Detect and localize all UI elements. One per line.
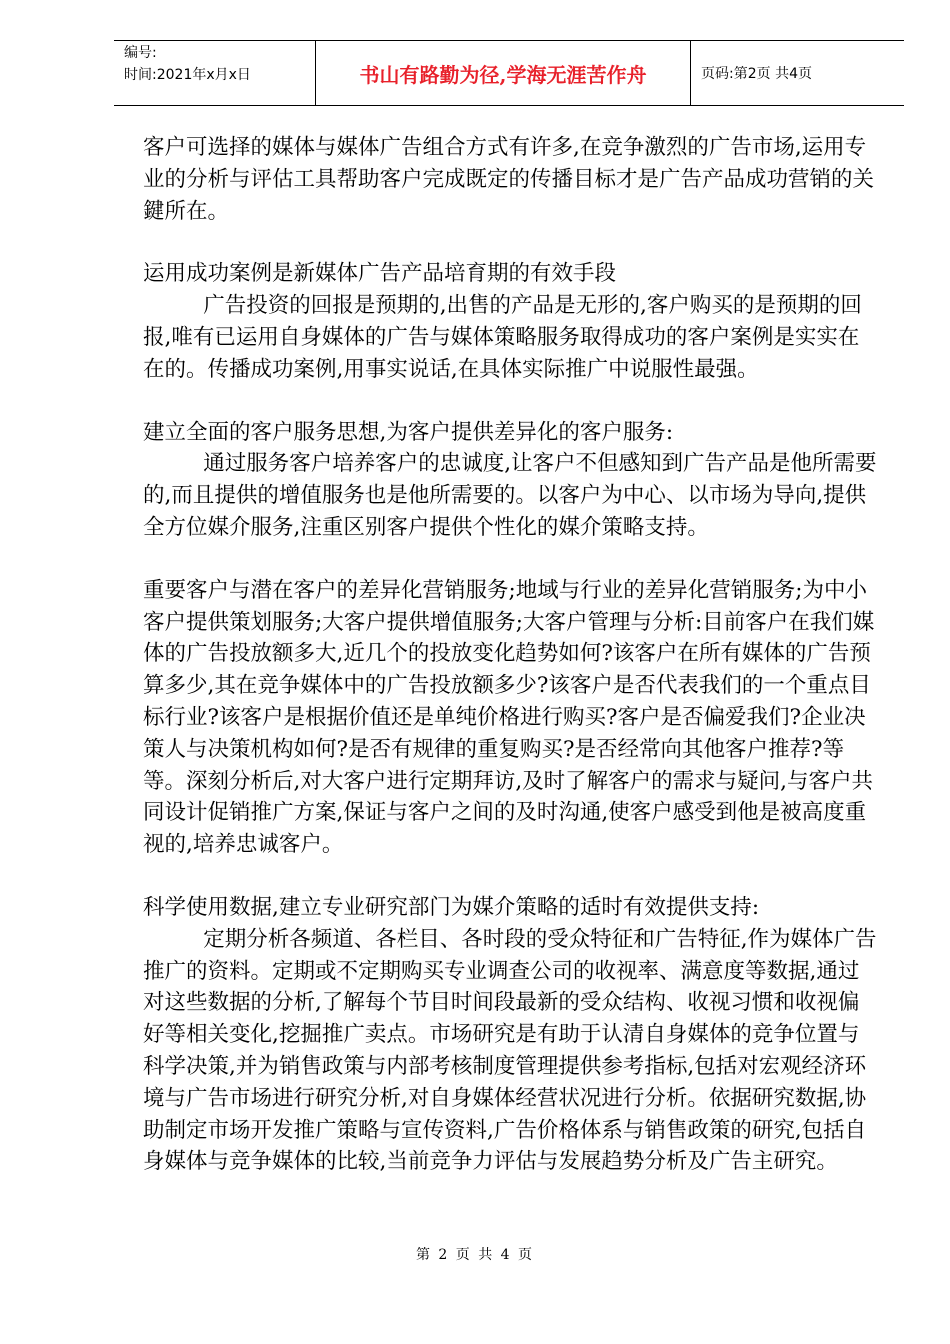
paragraph-key-accounts: 重要客户与潜在客户的差异化营销服务;地域与行业的差异化营销服务;为中小客户提供策划服务;大客户提供增值服务;大客户管理与分析:目前客户在我们媒体的广告投放额多大,近几个的投放变化趋势如何?该客户在所有媒体的广告预算多少,其在竞争媒体中的广告投放额多少?该客户是否代表我们的一个重点目标行业?该客户是根据价值还是单纯价格进行购买?客户是否偏爱我们?企业决策人与决策机构如何?是否有规律的重复购买?是否经常向其他客户推荐?等等。深刻分析后,对大客户进行定期拜访,及时了解客户的需求与疑问,与客户共同设计促销推广方案,保证与客户之间的及时沟通,使客户感受到他是被高度重视的,培养忠诚客户。 xyxy=(143,577,875,858)
section-heading-case-studies: 运用成功案例是新媒体广告产品培育期的有效手段 xyxy=(143,261,617,287)
section-heading-data-research: 科学使用数据,建立专业研究部门为媒介策略的适时有效提供支持: xyxy=(143,894,760,920)
document-time-label: 时间:2021年x月x日 xyxy=(124,67,251,83)
header-motto: 书山有路勤为径,学海无涯苦作舟 xyxy=(316,41,691,105)
page-footer: 第 2 页 共 4 页 xyxy=(415,1247,535,1263)
page-header xyxy=(114,40,904,106)
paragraph-data-research: 定期分析各频道、各栏目、各时段的受众特征和广告特征,作为媒体广告推广的资料。定期或不定期购买专业调查公司的收视率、满意度等数据,通过对这些数据的分析,了解每个节目时间段最新的受众结构、收视习惯和收视偏好等相关变化,挖掘推广卖点。市场研究是有助于认清自身媒体的竞争位置与科学决策,并为销售政策与内部考核制度管理提供参考指标,包括对宏观经济环境与广告市场进行研究分析,对自身媒体经营状况进行分析。依据研究数据,协助制定市场开发推广策略与宣传资料,广告价格体系与销售政策的研究,包括自身媒体与竞争媒体的比较,当前竞争力评估与发展趋势分析及广告主研究。 xyxy=(143,926,877,1175)
header-meta xyxy=(114,41,316,105)
section-heading-customer-service: 建立全面的客户服务思想,为客户提供差异化的客户服务: xyxy=(143,419,674,445)
paragraph-intro: 客户可选择的媒体与媒体广告组合方式有许多,在竞争激烈的广告市场,运用专业的分析与评估工具帮助客户完成既定的传播目标才是广告产品成功营销的关鍵所在。 xyxy=(143,135,875,224)
paragraph-case-studies: 广告投资的回报是预期的,出售的产品是无形的,客户购买的是预期的回报,唯有已运用自身媒体的广告与媒体策略服务取得成功的客户案例是实实在在的。传播成功案例,用事实说话,在具体实际推广中说服性最强。 xyxy=(143,293,862,382)
paragraph-customer-service: 通过服务客户培养客户的忠诚度,让客户不但感知到广告产品是他所需要的,而且提供的增值服务也是他所需要的。以客户为中心、以市场为导向,提供全方位媒介服务,注重区别客户提供个性化的媒介策略支持。 xyxy=(143,451,877,540)
document-body xyxy=(143,132,878,1178)
document-number-label: 编号: xyxy=(124,45,157,61)
header-page-number: 页码:第2页 共4页 xyxy=(701,66,812,82)
